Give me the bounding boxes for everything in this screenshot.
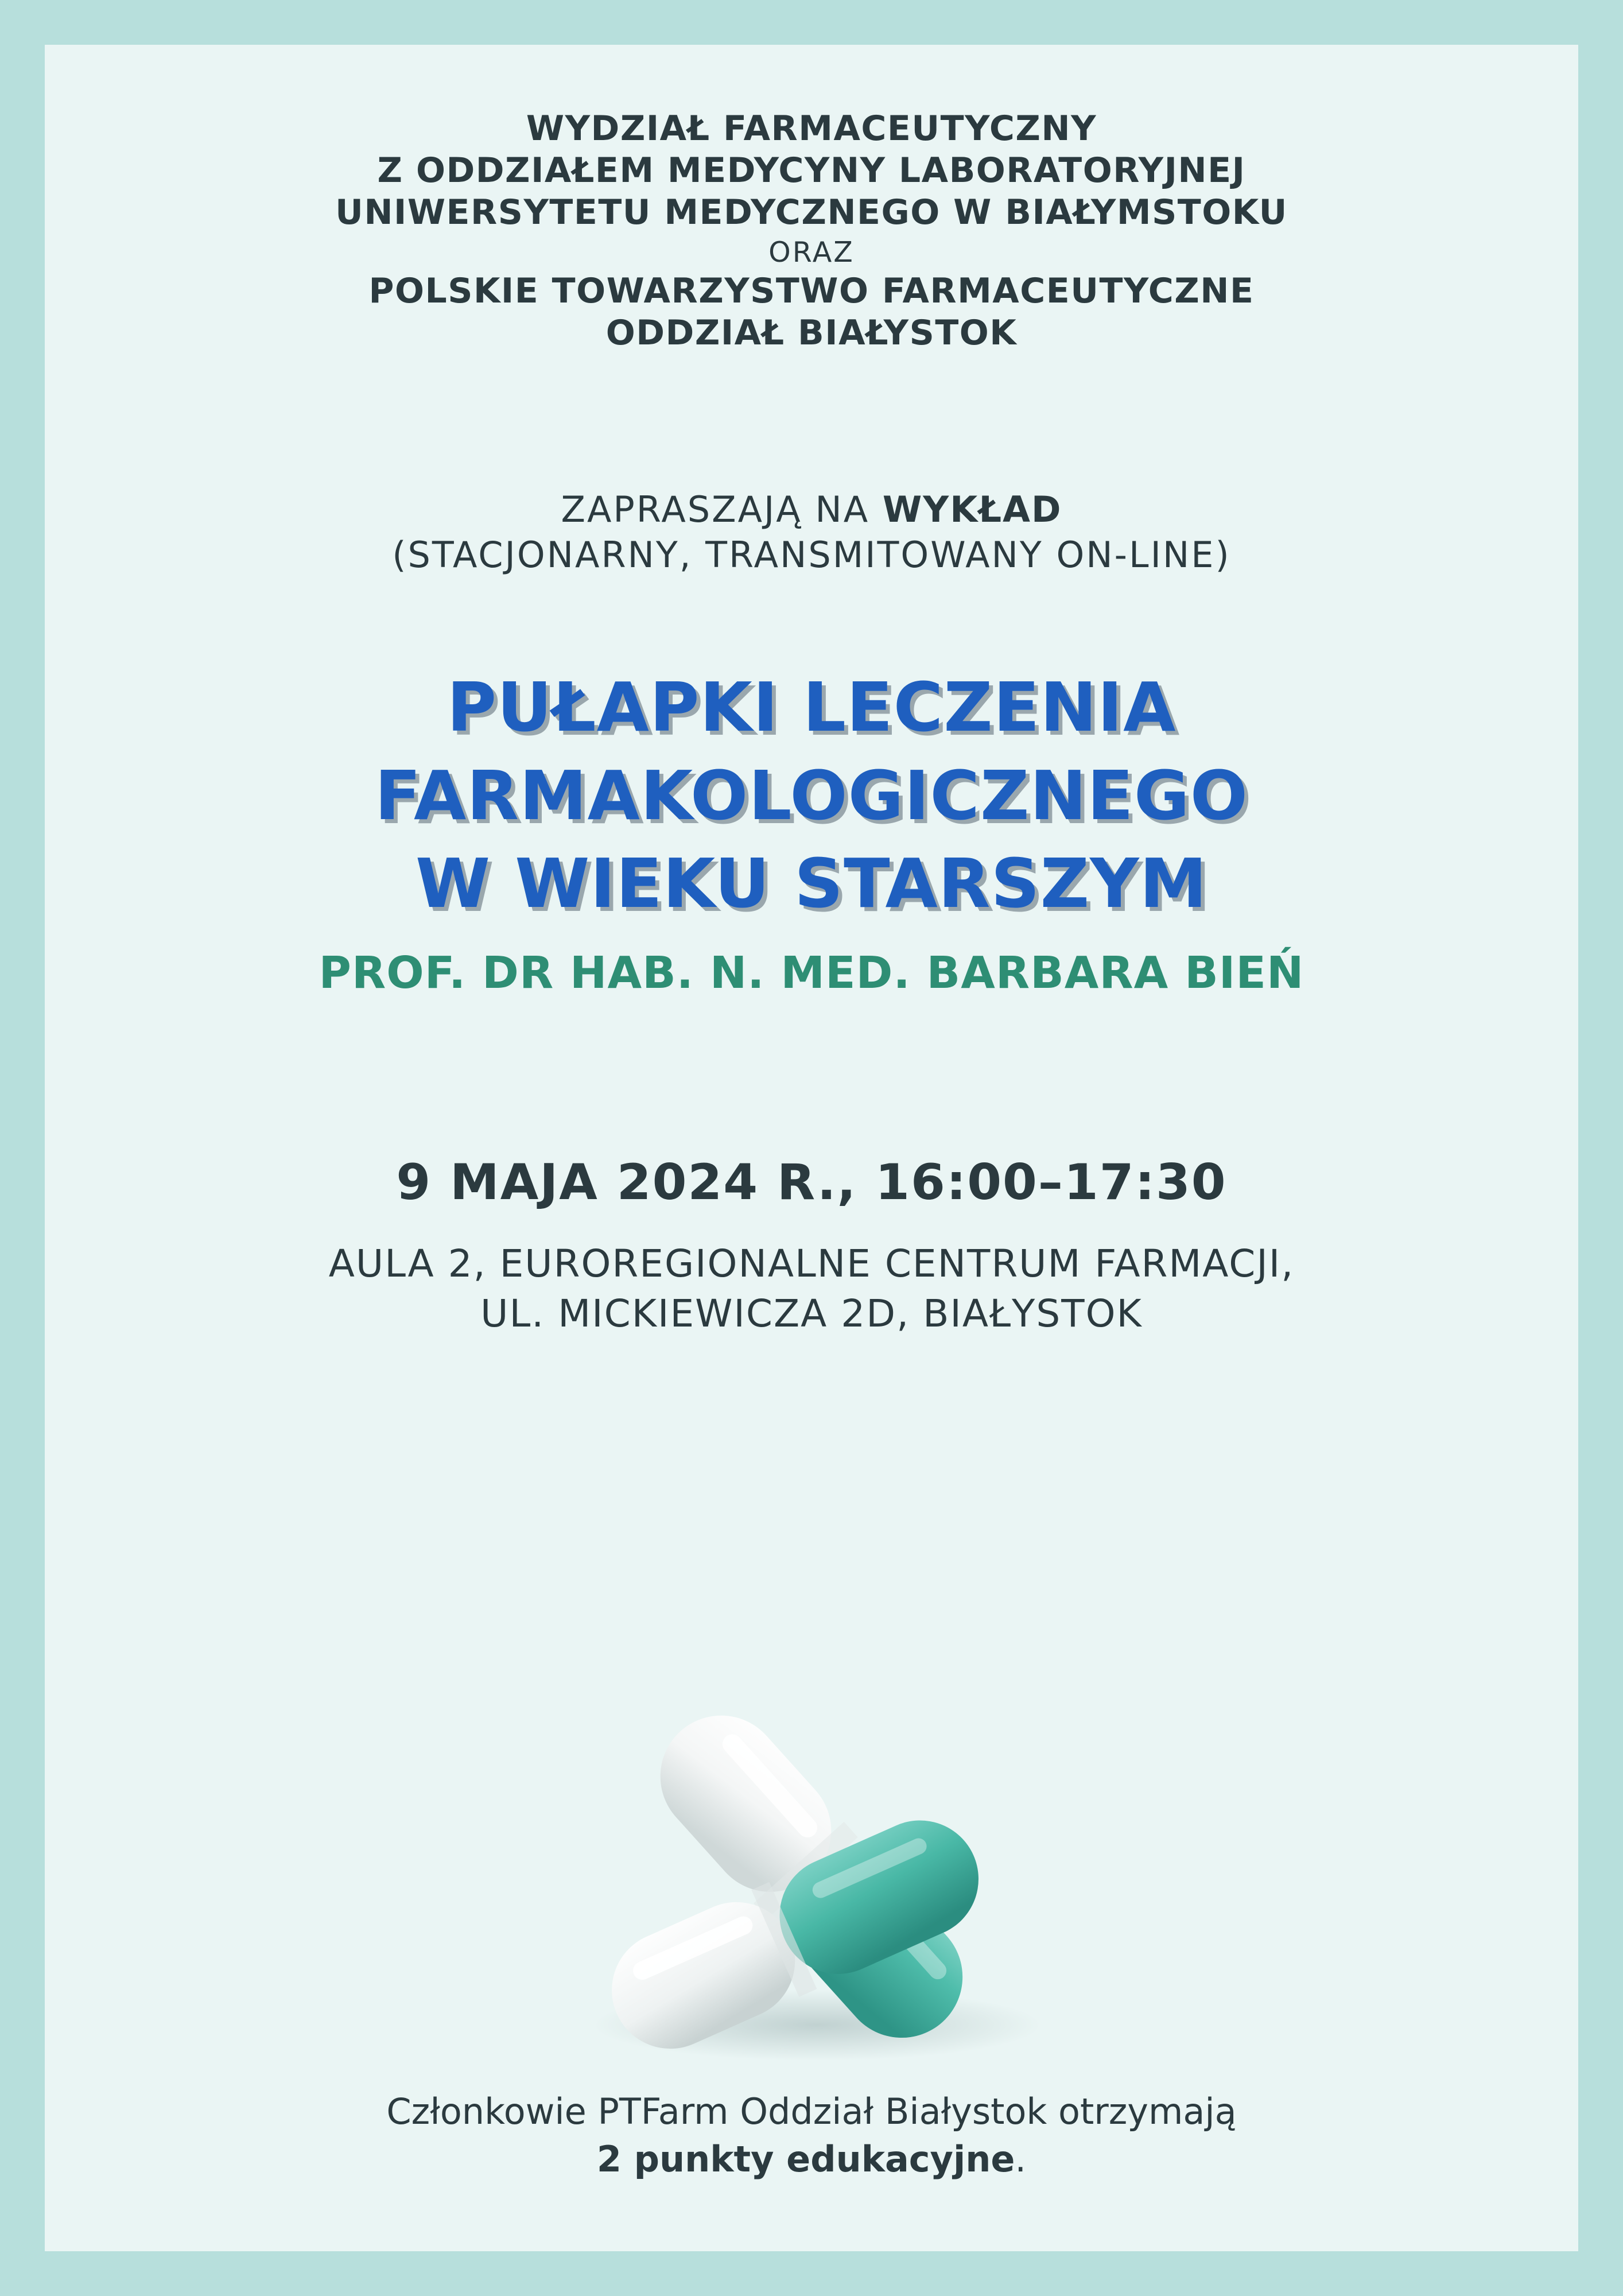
capsule-pills-illustration: [507, 1686, 1116, 2077]
invitation-keyword: WYKŁAD: [882, 488, 1062, 530]
footer-note: [45, 2088, 1578, 2183]
venue-line-1: AULA 2, EUROREGIONALNE CENTRUM FARMACJI,: [328, 1241, 1295, 1286]
organizer-line-6: ODDZIAŁ BIAŁYSTOK: [605, 313, 1018, 354]
footer-points: 2 punkty edukacyjne: [596, 2138, 1015, 2181]
invitation-line-2: (STACJONARNY, TRANSMITOWANY ON-LINE): [392, 533, 1231, 576]
footer-line-1: Członkowie PTFarm Oddział Białystok otrzymają: [386, 2090, 1237, 2132]
footer-period: .: [1015, 2138, 1027, 2181]
organizer-line-5: POLSKIE TOWARZYSTWO FARMACEUTYCZNE: [368, 271, 1255, 312]
organizer-line-1: WYDZIAŁ FARMACEUTYCZNY: [526, 108, 1097, 149]
speaker-name: PROF. DR HAB. N. MED. BARBARA BIEŃ: [319, 947, 1304, 999]
lecture-title: [45, 664, 1578, 928]
lecture-title-line-3: W WIEKU STARSZYM: [415, 844, 1208, 924]
lecture-title-line-2: FARMAKOLOGICZNEGO: [374, 755, 1249, 835]
event-date: 9 MAJA 2024 R., 16:00–17:30: [396, 1153, 1227, 1211]
event-venue: [45, 1239, 1578, 1339]
organizer-line-3: UNIWERSYTETU MEDYCZNEGO W BIAŁYMSTOKU: [335, 192, 1288, 233]
venue-line-2: UL. MICKIEWICZA 2D, BIAŁYSTOK: [480, 1291, 1143, 1336]
poster-content-panel: [45, 45, 1578, 2251]
lecture-title-line-1: PUŁAPKI LECZENIA: [446, 668, 1177, 747]
invitation-line-1: [45, 487, 1578, 532]
invitation-prefix: ZAPRASZAJĄ NA: [561, 488, 883, 530]
footer-line-2: [45, 2135, 1578, 2183]
organizer-block: [45, 108, 1578, 355]
invitation-block: [45, 487, 1578, 578]
organizer-line-2: Z ODDZIAŁEM MEDYCYNY LABORATORYJNEJ: [377, 150, 1246, 191]
organizer-conjunction: ORAZ: [768, 235, 855, 269]
